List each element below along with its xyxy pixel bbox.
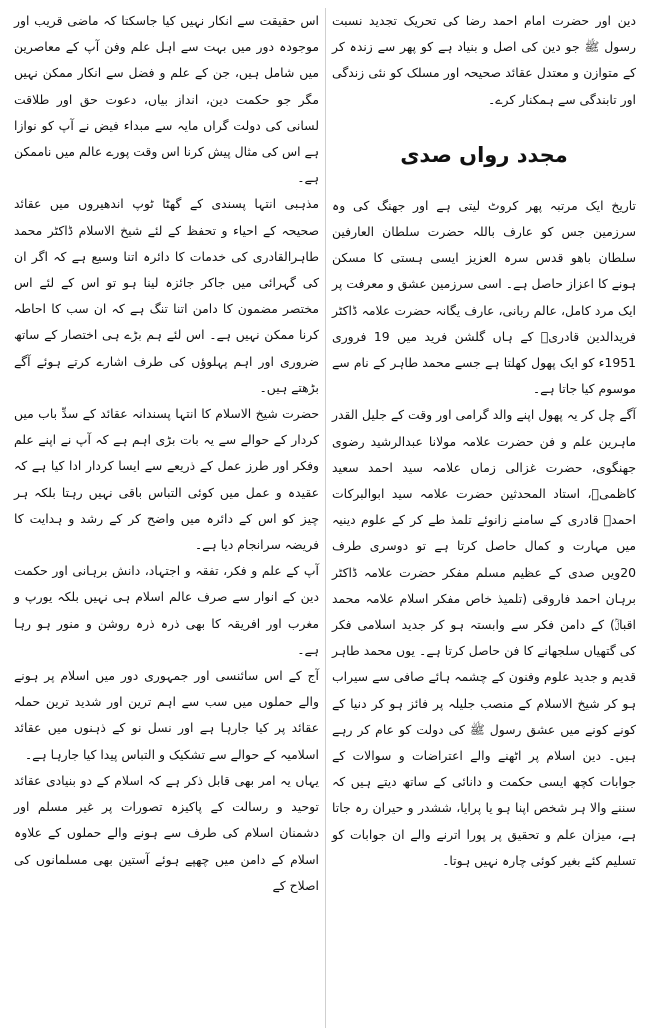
article-columns — [8, 8, 642, 1028]
left-column — [8, 8, 325, 1028]
paragraph-tawheed: یہاں یہ امر بھی قابل ذکر ہے کہ اسلام کے دو بنیادی عقائد توحید و رسالت کے پاکیزہ تصورات پر غیر مسلم اور دشمنان اسلام کی طرف سے ہونے والے حملوں کے علاوہ اسلام کے دامن میں چھپے ہوئے آستین بھی مسلمانوں کی اصلاح کے — [14, 772, 319, 893]
section-heading: مجدد رواں صدی — [400, 142, 568, 167]
paragraph-contemporaries: اس حقیقت سے انکار نہیں کیا جاسکتا کہ ماضی قریب اور موجودہ دور میں بہت سے اہل علم وفن آپ کے معاصرین میں شامل ہیں، جن کے علم و فضل سے انکار ممکن نہیں مگر جو حکمت دین، انداز بیاں، دعوت حق اور طلاقت لسانی کی دولت گراں مایہ سے مبداء فیض نے آپ کو نوازا ہے اس کی مثال پیش کرنا اس وقت پورے عالم میں ناممکن ہے۔ — [14, 13, 319, 186]
paragraph-modern-era: آج کے اس سائنسی اور جمہوری دور میں اسلام پر ہونے والے حملوں میں سب سے اہم ترین اور شدید ترین حملہ عقائد پر کیا جارہا ہے اور نسل نو کے ذہنوں میں عقائد اسلامیہ کے حوالے سے تشکیک و التباس پیدا کیا جارہا ہے۔ — [14, 668, 319, 762]
right-column — [325, 8, 642, 1028]
intro-paragraph: دین اور حضرت امام احمد رضا کی تحریک تجدید نسبت رسول ﷺ جو دین کی اصل و بنیاد ہے کو پھر سے زندہ کر کے متوازن و معتدل عقائد صحیحہ اور مسلک کو نئی زندگی اور تابندگی سے ہمکنار کرے۔ — [332, 13, 636, 107]
paragraph-education: آگے چل کر یہ پھول اپنے والد گرامی اور وقت کے جلیل القدر ماہرین علم و فن حضرت علامہ مولانا عبدالرشید رضوی جھنگوی، حضرت غزالی زماں علامہ سید احمد سعید کاظمیؒ، استاد المحدثین حضرت علامہ سید ابوالبرکات احمدؒ قادری کے سامنے زانوئے تلمذ طے کر کے علوم دینیہ میں مہارت و کمال حاصل کرتا ہے تو دوسری طرف 20ویں صدی کے عظیم مسلم مفکر حضرت علامہ ڈاکٹر برہان احمد فاروقی (تلمیذ خاص مفکر اسلام علامہ محمد اقبالؒ) کے دامن فکر سے وابستہ ہو کر جدید اسلامی فکر کی گتھیاں سلجھانے کا فن حاصل کرتا ہے۔ یوں محمد طاہر قدیم و جدید علوم وفنون کے چشمہ ہائے صافی سے سیراب ہو کر شیخ الاسلام کے منصب جلیلہ پر فائز ہو کر دنیا کے کونے کونے میں عشق رسول ﷺ کی دولت کو عام کر رہے ہیں۔ دین اسلام پر اٹھنے والے اعتراضات و سوالات کے جوابات کچھ ایسی حکمت و دانائی کے ساتھ دیتے ہیں کہ سننے والا ہر شخص اپنا ہو یا پرایا، ششدر و حیران رہ جاتا ہے، میزان علم و تحقیق پر پورا اترنے والے ان جوابات کو تسلیم کئے بغیر کوئی چارہ نہیں ہوتا۔ — [332, 407, 636, 868]
paragraph-extremism: مذہبی انتہا پسندی کے گھٹا ٹوپ اندھیروں میں عقائد صحیحہ کے احیاء و تحفظ کے لئے شیخ الاسلام ڈاکٹر محمد طاہرالقادری کی خدمات کا دائرہ اتنا وسیع ہے کہ اگر ان کی گہرائی میں جاکر جائزہ لینا ہو تو اس کے لئے اس مختصر مضمون کا دامن اتنا تنگ ہے کہ ان سب کا احاطہ کرنا ممکن نہیں ہے۔ اس لئے ہم بڑے ہی اختصار کے ساتھ ضروری اور اہم پہلوؤں کی طرف اشارے کرتے ہوئے آگے بڑھتے ہیں۔ — [14, 196, 319, 395]
paragraph-birth: تاریخ ایک مرتبہ پھر کروٹ لیتی ہے اور جھنگ کی وہ سرزمین جس کو عارف باللہ حضرت سلطان العارفین سلطان باھو قدس سرہ العزیز ایسی ہستی کا مسکن ہونے کا اعزاز حاصل ہے۔ اسی سرزمین عشق و معرفت پر ایک مرد کامل، عالم ربانی، عارف یگانہ حضرت علامہ ڈاکٹر فریدالدین قادریؒ کے ہاں گلشن فرید میں 19 فروری 1951ء کو ایک پھول کھلتا ہے جسے محمد طاہر کے نام سے موسوم کیا جاتا ہے۔ — [332, 197, 636, 397]
paragraph-knowledge: آپ کے علم و فکر، تفقہ و اجتہاد، دانش برہانی اور حکمت دین کے انوار سے صرف عالم اسلام ہی نہیں بلکہ یورپ و مغرب اور افریقہ کا بھی ذرہ ذرہ روشن و منور ہو رہا ہے۔ — [14, 563, 319, 657]
paragraph-role: حضرت شیخ الاسلام کا انتہا پسندانہ عقائد کے سدِّ باب میں کردار کے حوالے سے یہ بات بڑی اہم ہے کہ آپ نے اپنے علم وفکر اور طرز عمل کے ذریعے سے ایسا کردار ادا کیا ہے کہ عقیدہ و عمل میں کوئی التباس باقی نہیں رہتا بلکہ ہر چیز کو اس کے دائرہ میں واضح کر کے رشد و ہدایت کا فریضہ سرانجام دیا ہے۔ — [14, 406, 319, 553]
